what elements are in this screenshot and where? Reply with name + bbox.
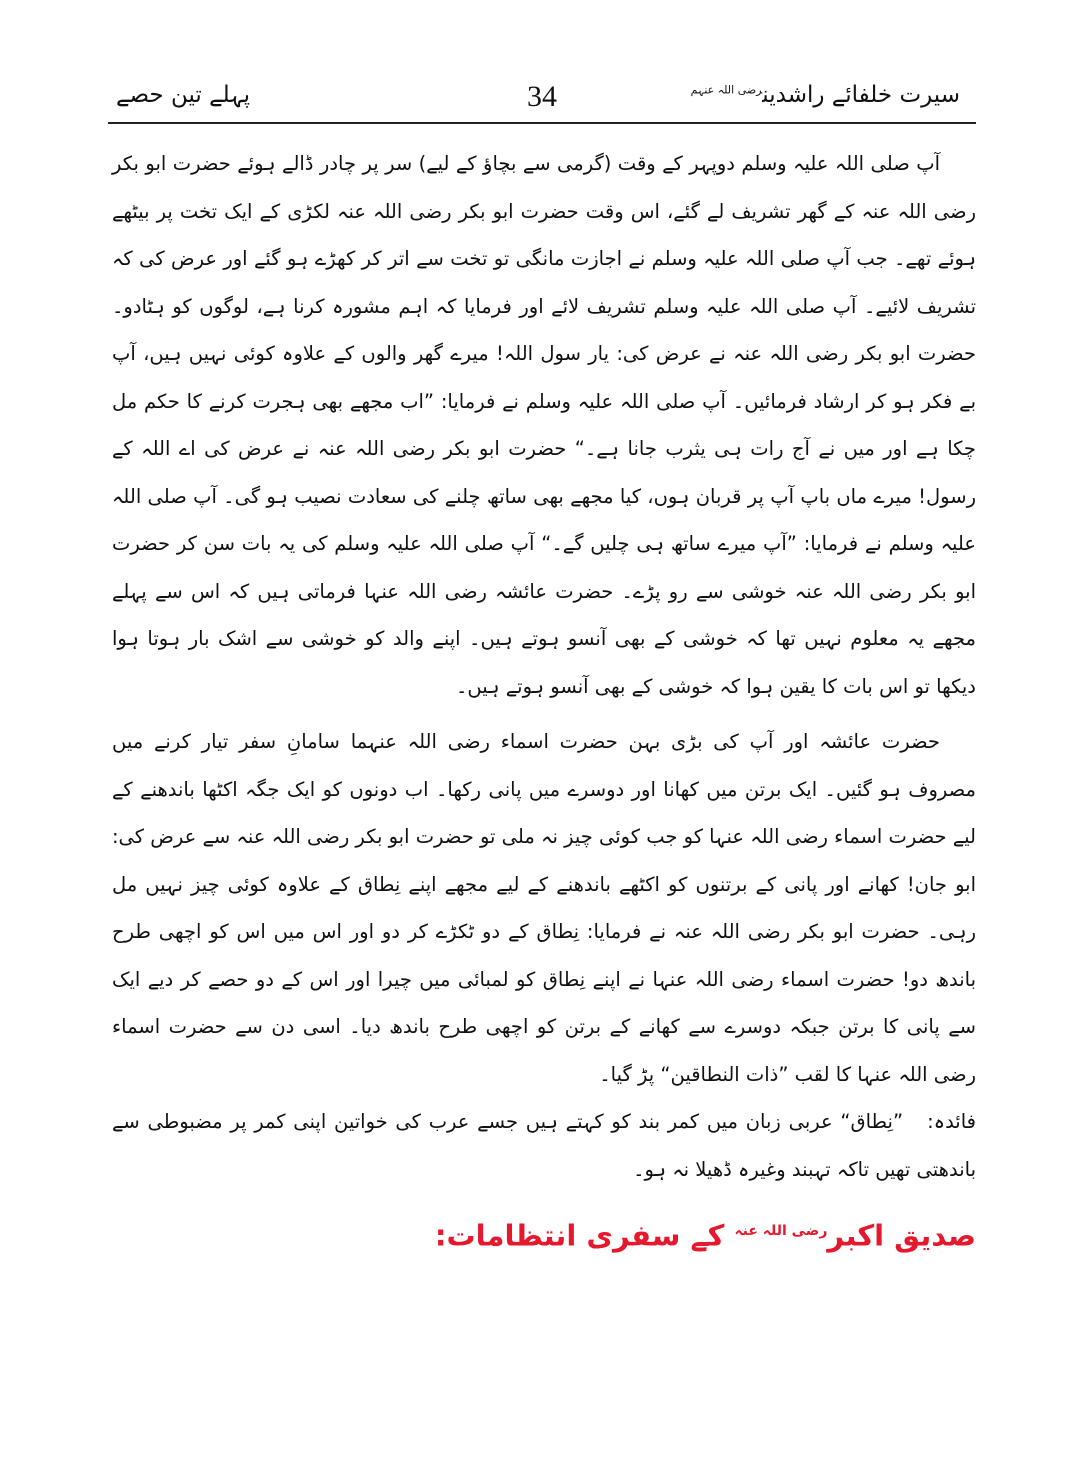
section-heading-part-2: کے سفری انتظامات: [434, 1218, 725, 1253]
section-heading-part-1: صدیق اکبر [827, 1218, 976, 1253]
book-title-text: سیرت خلفائے راشدین [762, 82, 960, 108]
title-honorific: رضی اللہ عنہم [690, 83, 763, 97]
page-number: 34 [527, 80, 557, 113]
section-heading [112, 1203, 976, 1264]
header-divider [108, 122, 976, 124]
paragraph-2: حضرت عائشہ اور آپ کی بڑی بہن حضرت اسماء رضی اللہ عنہما سامانِ سفر تیار کرنے میں مصروف ہو گئیں۔ ایک برتن میں کھانا اور دوسرے میں پانی رکھا۔ اب دونوں کو ایک جگہ اکٹھا باندھنے کے لیے حضرت اسماء رضی اللہ عنہا کو جب کوئی چیز نہ ملی تو حضرت ابو بکر رضی اللہ عنہ سے عرض کی: ابو جان! کھانے اور پانی کے برتنوں کو اکٹھے باندھنے کے لیے مجھے اپنے نِطاق کے علاوہ کوئی چیز نہیں مل رہی۔ حضرت ابو بکر رضی اللہ عنہ نے فرمایا: نِطاق کے دو ٹکڑے کر دو اور اس میں اس کو اچھی طرح باندھ دو! حضرت اسماء رضی اللہ عنہا نے اپنے نِطاق کو لمبائی میں چیرا اور اس کے دو حصے کر دیے ایک سے پانی کا برتن جبکہ دوسرے سے کھانے کے برتن کو اچھی طرح باندھ دیا۔ اسی دن سے حضرت اسماء رضی اللہ عنہا کا لقب ”ذات النطاقین“ پڑ گیا۔ [111, 730, 976, 1086]
page-header [108, 80, 976, 124]
benefit-note [112, 1098, 976, 1193]
benefit-note-label: فائدہ: [927, 1110, 976, 1133]
paragraph-1: آپ صلی اللہ علیہ وسلم دوپہر کے وقت (گرمی سے بچاؤ کے لیے) سر پر چادر ڈالے ہوئے حضرت ابو بکر رضی اللہ عنہ کے گھر تشریف لے گئے، اس وقت حضرت ابو بکر رضی اللہ عنہ لکڑی کے ایک تخت پر بیٹھے ہوئے تھے۔ جب آپ صلی اللہ علیہ وسلم نے اجازت مانگی تو تخت سے اتر کر کھڑے ہو گئے اور عرض کی کہ تشریف لائیے۔ آپ صلی اللہ علیہ وسلم تشریف لائے اور فرمایا کہ اہم مشورہ کرنا ہے، لوگوں کو ہٹادو۔ حضرت ابو بکر رضی اللہ عنہ نے عرض کی: یار سول اللہ! میرے گھر والوں کے علاوہ کوئی نہیں ہیں، آپ بے فکر ہو کر ارشاد فرمائیں۔ آپ صلی اللہ علیہ وسلم نے فرمایا: ”اب مجھے بھی ہجرت کرنے کا حکم مل چکا ہے اور میں نے آج رات ہی یثرب جانا ہے۔“ حضرت ابو بکر رضی اللہ عنہ نے عرض کی اے اللہ کے رسول! میرے ماں باپ آپ پر قربان ہوں، کیا مجھے بھی ساتھ چلنے کی سعادت نصیب ہو گی۔ آپ صلی اللہ علیہ وسلم نے فرمایا: ”آپ میرے ساتھ ہی چلیں گے۔“ آپ صلی اللہ علیہ وسلم کی یہ بات سن کر حضرت ابو بکر رضی اللہ عنہ خوشی سے رو پڑے۔ حضرت عائشہ رضی اللہ عنہا فرماتی ہیں کہ اس سے پہلے مجھے یہ معلوم نہیں تھا کہ خوشی کے بھی آنسو ہوتے ہیں۔ اپنے والد کو خوشی سے اشک بار ہوتا ہوا دیکھا تو اس بات کا یقین ہوا کہ خوشی کے بھی آنسو ہوتے ہیں۔ [112, 152, 976, 698]
section-heading-honorific: رضی اللہ عنہ [734, 1223, 828, 1239]
benefit-note-text: ”نِطاق“ عربی زبان میں کمر بند کو کہتے ہیں جسے عرب کی خواتین اپنی کمر پر مضبوطی سے باندھتی تھیں تاکہ تہبند وغیرہ ڈھیلا نہ ہو۔ [112, 1110, 976, 1181]
page-body [112, 140, 976, 1264]
section-label: پہلے تین حصے [116, 82, 251, 108]
